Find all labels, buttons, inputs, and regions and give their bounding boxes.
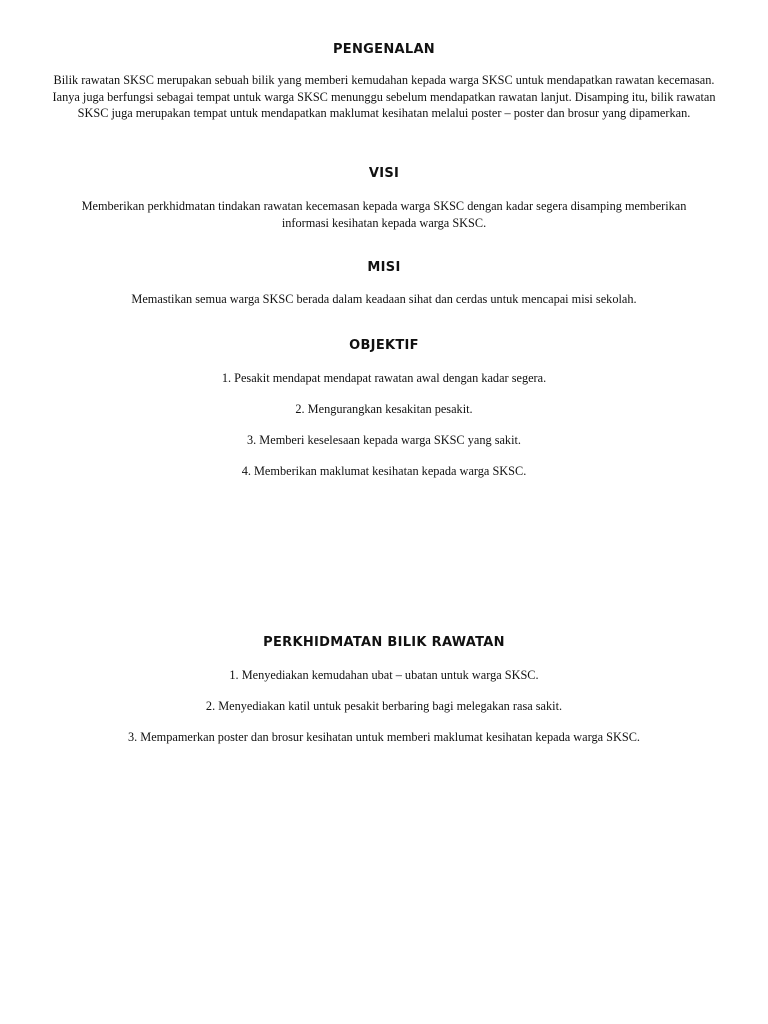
objektif-item-3: 3. Memberi keselesaan kepada warga SKSC yang sakit. [247,433,521,447]
objektif-item-2: 2. Mengurangkan kesakitan pesakit. [295,402,473,416]
objektif-item-1: 1. Pesakit mendapat mendapat rawatan awal dengan kadar segera. [221,371,547,385]
objektif-item-4: 4. Memberikan maklumat kesihatan kepada warga SKSC. [241,464,527,478]
perkhidmatan-heading: PERKHIDMATAN BILIK RAWATAN [263,635,505,650]
pengenalan-heading: PENGENALAN [332,42,435,57]
perkhidmatan-item-2: 2. Menyediakan katil untuk pesakit berbaring bagi melegakan rasa sakit. [205,699,563,713]
visi-text: Memberikan perkhidmatan tindakan rawatan kecemasan kepada warga SKSC dengan kadar segera disamping memberikan informasi kesihatan kepada warga SKSC. [81,199,687,230]
pengenalan-text: Bilik rawatan SKSC merupakan sebuah bilik yang memberi kemudahan kepada warga SKSC untuk mendapatkan rawatan kecemasan. Ianya juga berfungsi sebagai tempat untuk warga SKSC menunggu sebelum mendapatkan rawatan lanjut. Disamping itu, bilik rawatan SKSC juga merupakan tempat untuk mendapatkan maklumat kesihatan melalui poster – poster dan brosur yang dipamerkan. [52,73,716,120]
misi-heading: MISI [367,260,401,275]
misi-text: Memastikan semua warga SKSC berada dalam keadaan sihat dan cerdas untuk mencapai misi sekolah. [131,292,637,306]
visi-heading: VISI [368,166,400,181]
perkhidmatan-item-3: 3. Mempamerkan poster dan brosur kesihatan untuk memberi maklumat kesihatan kepada warga SKSC. [127,730,640,744]
perkhidmatan-item-1: 1. Menyediakan kemudahan ubat – ubatan untuk warga SKSC. [229,668,539,682]
objektif-heading: OBJEKTIF [349,338,419,353]
